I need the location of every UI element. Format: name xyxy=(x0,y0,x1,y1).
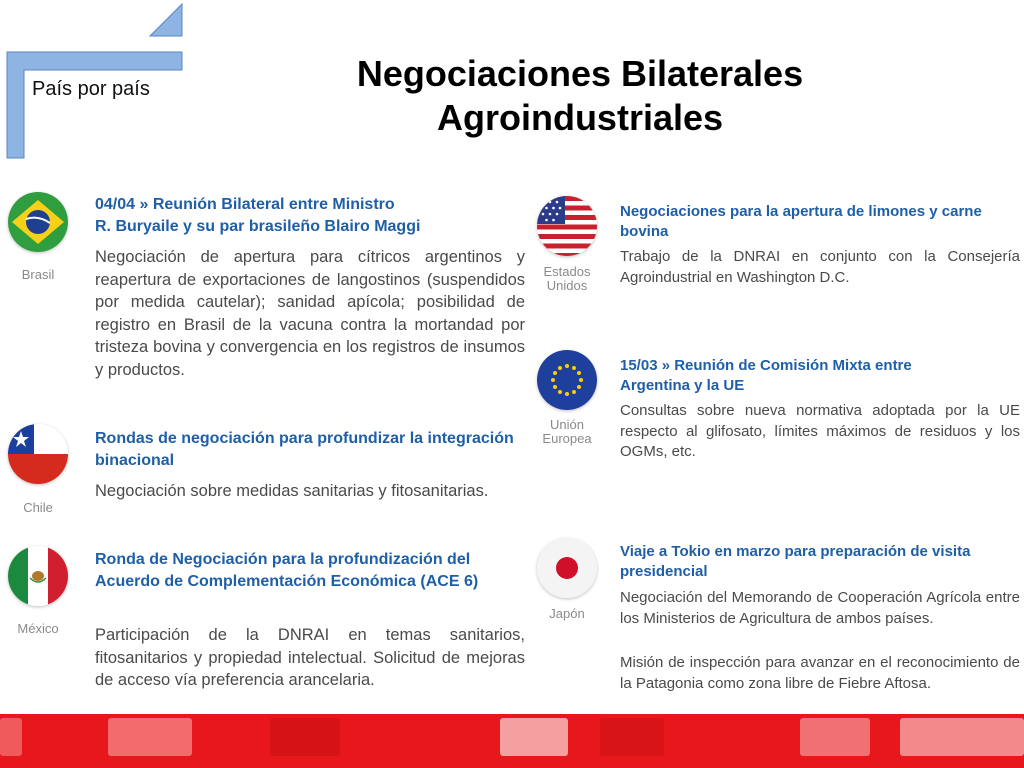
japon-body-2: Misión de inspección para avanzar en el reconocimiento de la Patagonia como zona libre de Fiebre Aftosa. xyxy=(620,654,1020,692)
bottom-red-band xyxy=(0,714,1024,768)
chile-body: Negociación sobre medidas sanitarias y fitosanitarias. xyxy=(95,482,489,500)
usa-flag-icon xyxy=(537,196,597,256)
country-label-japon: Japón xyxy=(549,606,585,621)
usa-body: Trabajo de la DNRAI en conjunto con la Consejería Agroindustrial en Washington D.C. xyxy=(620,248,1020,286)
brasil-heading xyxy=(95,194,525,238)
section-label: País por país xyxy=(32,78,150,100)
japan-flag-icon xyxy=(537,538,597,598)
band-block xyxy=(800,718,870,756)
country-label-line2: Unidos xyxy=(546,278,588,293)
country-label-brasil: Brasil xyxy=(21,267,55,282)
band-block xyxy=(900,718,1024,756)
usa-heading: Negociaciones para la apertura de limones y carne bovina xyxy=(620,203,982,240)
mexico-heading: Ronda de Negociación para la profundización del Acuerdo de Complementación Económica (ACE 6) xyxy=(95,551,479,590)
brasil-heading-text: Reunión Bilateral entre Ministro xyxy=(148,196,395,213)
ue-heading-date: 15/03 » xyxy=(620,357,671,374)
brasil-heading-line2: R. Buryaile y su par brasileño Blairo Maggi xyxy=(95,218,421,235)
mexico-body: Participación de la DNRAI en temas sanitarios, fitosanitarios y propiedad intelectual. Solicitud de mejoras de acceso vía preferencia arancelaria. xyxy=(95,626,525,689)
country-label-chile: Chile xyxy=(23,500,53,515)
title-line-2: Agroindustriales xyxy=(436,97,724,138)
band-block xyxy=(600,718,664,756)
ue-body: Consultas sobre nueva normativa adoptada por la UE respecto al glifosato, límites máximos de residuos y los OGMs, etc. xyxy=(620,402,1020,460)
japon-body-1: Negociación del Memorando de Cooperación Agrícola entre los Ministerios de Agricultura de ambos países. xyxy=(620,589,1020,627)
slide-title xyxy=(300,52,860,140)
band-block xyxy=(270,718,340,756)
country-label-mexico: México xyxy=(17,621,59,636)
chile-flag-icon xyxy=(8,424,68,484)
chile-heading: Rondas de negociación para profundizar la integración binacional xyxy=(95,430,514,469)
ue-heading-text: Reunión de Comisión Mixta entre xyxy=(670,357,912,374)
title-line-1: Negociaciones Bilaterales xyxy=(356,53,804,94)
brasil-body: Negociación de apertura para cítricos argentinos y reapertura de exportaciones de langostinos (suspendidos por medida cautelar); sanidad apícola; posibilidad de registro en Brasil de la vacuna contra la mortandad por tristeza bovina y convergencia en los registros de insumos y productos. xyxy=(95,248,525,379)
ue-heading xyxy=(620,356,1020,396)
country-label-estados-unidos xyxy=(527,265,607,293)
eu-flag-icon xyxy=(537,350,597,410)
country-label-line2: Europea xyxy=(542,431,592,446)
brasil-heading-date: 04/04 » xyxy=(95,196,149,213)
country-label-union-europea xyxy=(527,418,607,446)
mexico-flag-icon xyxy=(8,546,68,606)
brazil-flag-icon xyxy=(8,192,68,252)
country-label-line1: Unión xyxy=(550,417,584,432)
japon-heading: Viaje a Tokio en marzo para preparación de visita presidencial xyxy=(620,543,971,580)
country-label-line1: Estados xyxy=(543,264,591,279)
band-block xyxy=(500,718,568,756)
band-block xyxy=(108,718,192,756)
ue-heading-line2: Argentina y la UE xyxy=(620,377,745,394)
band-block xyxy=(0,718,22,756)
